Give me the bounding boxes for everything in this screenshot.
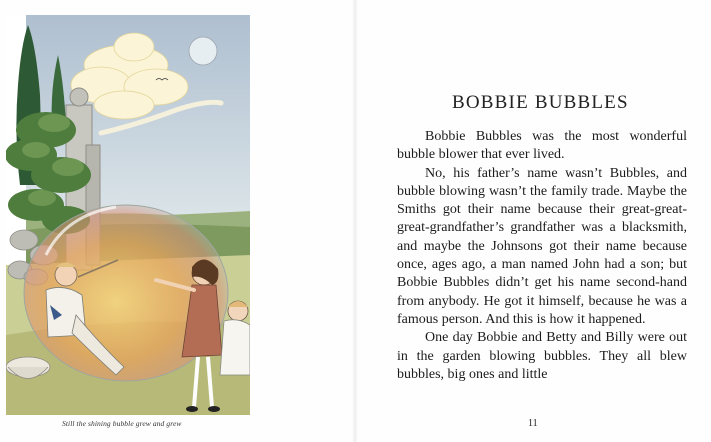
left-page [0, 0, 355, 442]
page-gutter [352, 0, 358, 442]
page-number: 11 [528, 418, 538, 429]
paragraph: No, his father’s name wasn’t Bubbles, and bubble blowing wasn’t the family trade. Maybe the Smiths got their name because their great-great-great-grandfather’s grandfather was a blacksmith, and maybe the Johnsons got their name because once, ages ago, a man named John had a son; but Bobbie Bubbles didn’t get his name second-hand from anybody. He got it himself, because he was a famous person. And this is how it happened. [397, 165, 687, 327]
chapter-title: BOBBIE BUBBLES [452, 92, 629, 113]
illustration [6, 15, 250, 415]
bubble-illustration [6, 15, 250, 415]
illustration-caption: Still the shining bubble grew and grew [62, 419, 182, 428]
body-text [397, 128, 687, 384]
paragraph: One day Bobbie and Betty and Billy were out in the garden blowing bubbles. They all blew bubbles, big ones and little [397, 330, 687, 382]
paragraph: Bobbie Bubbles was the most wonderful bubble blower that ever lived. [397, 129, 687, 163]
